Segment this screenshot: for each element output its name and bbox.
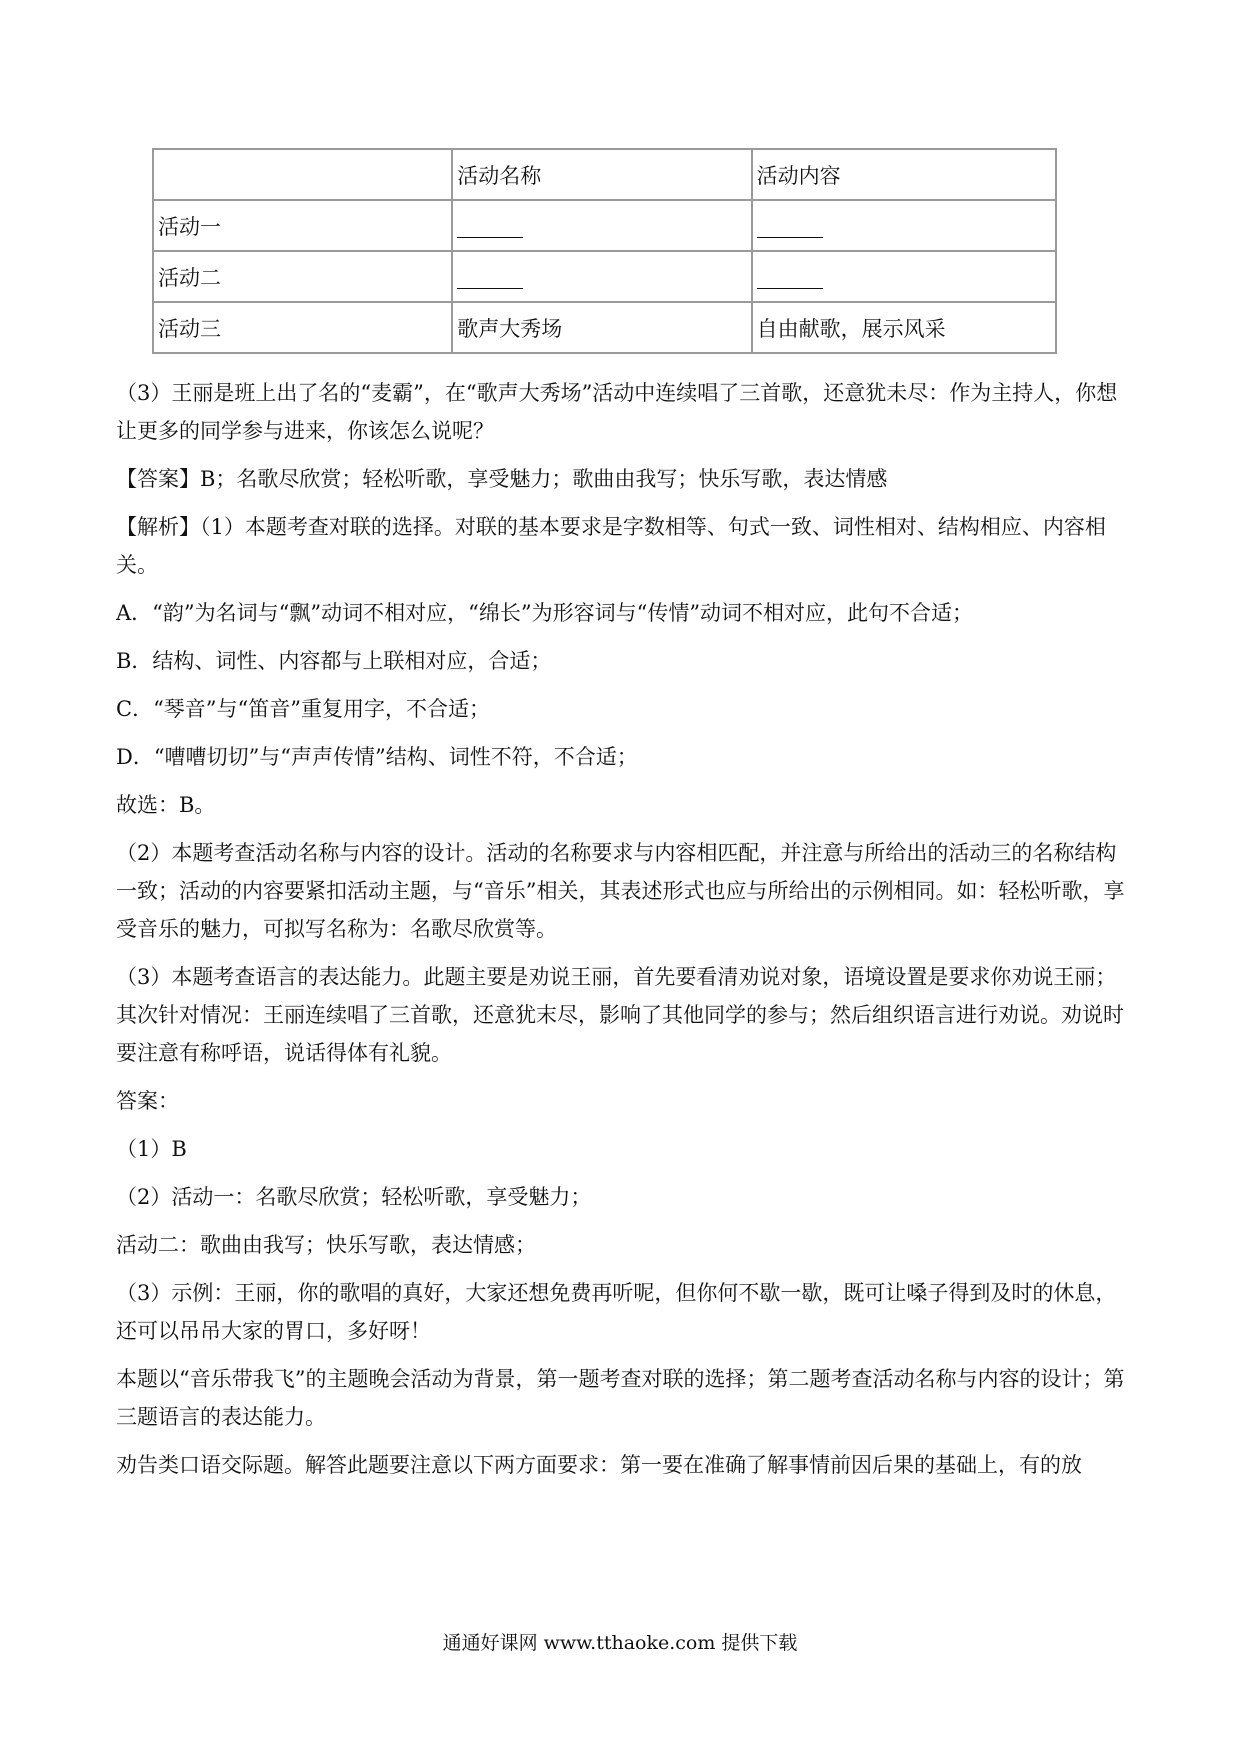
analysis-option-d: D．“嘈嘈切切”与“声声传情”结构、词性不符，不合适； — [116, 745, 638, 769]
answer-line: 【答案】B；名歌尽欣赏；轻松听歌，享受魅力；歌曲由我写；快乐写歌，表达情感 — [116, 467, 888, 491]
table-header-cell: 活动名称 — [452, 149, 751, 200]
table-row — [153, 200, 1056, 251]
fill-blank — [757, 268, 823, 289]
blank-cell — [452, 251, 751, 302]
analysis-paragraph-2: （2）本题考查活动名称与内容的设计。活动的名称要求与内容相匹配，并注意与所给出的活动三的名称结构一致；活动的内容要紧扣活动主题，与“音乐”相关，其表述形式也应与所给出的示例相同。如：轻松听歌，享受音乐的魅力，可拟写名称为：名歌尽欣赏等。 — [116, 841, 1125, 941]
answer-2: （2）活动一：名歌尽欣赏；轻松听歌，享受魅力； — [116, 1185, 592, 1209]
blank-cell — [752, 251, 1056, 302]
fill-blank — [457, 268, 523, 289]
answer-3: （3）示例：王丽，你的歌唱的真好，大家还想免费再听呢，但你何不歇一歇，既可让嗓子得到及时的休息，还可以吊吊大家的胃口，多好呀！ — [116, 1281, 1117, 1343]
activity-content-cell: 自由献歌，展示风采 — [752, 302, 1056, 353]
answer-1: （1）B — [116, 1137, 187, 1161]
activity-name-cell: 歌声大秀场 — [452, 302, 751, 353]
table-header-row — [153, 149, 1056, 200]
blank-cell — [452, 200, 751, 251]
tail-paragraph: 劝告类口语交际题。解答此题要注意以下两方面要求：第一要在准确了解事情前因后果的基础上，有的放 — [116, 1453, 1082, 1477]
table-row — [153, 302, 1056, 353]
answers-heading: 答案： — [116, 1089, 179, 1113]
body-text — [116, 374, 1126, 1484]
analysis-paragraph-1: 【解析】（1）本题考查对联的选择。对联的基本要求是字数相等、句式一致、词性相对、结构相应、内容相关。 — [116, 515, 1106, 577]
summary-paragraph: 本题以“音乐带我飞”的主题晚会活动为背景，第一题考查对联的选择；第二题考查活动名称与内容的设计；第三题语言的表达能力。 — [116, 1367, 1125, 1429]
analysis-option-b: B．结构、词性、内容都与上联相对应，合适； — [116, 649, 552, 673]
table-header-cell — [153, 149, 452, 200]
analysis-paragraph-3: （3）本题考查语言的表达能力。此题主要是劝说王丽，首先要看清劝说对象，语境设置是要求你劝说王丽；其次针对情况：王丽连续唱了三首歌，还意犹末尽，影响了其他同学的参与；然后组织语言进行劝说。劝说时要注意有称呼语，说话得体有礼貌。 — [116, 965, 1124, 1065]
row-label: 活动一 — [153, 200, 452, 251]
row-label: 活动三 — [153, 302, 452, 353]
row-label: 活动二 — [153, 251, 452, 302]
fill-blank — [757, 217, 823, 238]
table-row — [153, 251, 1056, 302]
blank-cell — [752, 200, 1056, 251]
analysis-option-a: A．“韵”为名词与“飘”动词不相对应，“绵长”为形容词与“传情”动词不相对应，此句不合适； — [116, 601, 974, 625]
analysis-choice: 故选：B。 — [116, 793, 216, 817]
table-header-cell: 活动内容 — [752, 149, 1056, 200]
fill-blank — [457, 217, 523, 238]
activity-table — [152, 148, 1057, 354]
analysis-option-c: C．“琴音”与“笛音”重复用字，不合适； — [116, 697, 491, 721]
answer-2b: 活动二：歌曲由我写；快乐写歌，表达情感； — [116, 1233, 536, 1257]
page-footer: 通通好课网 www.tthaoke.com 提供下载 — [442, 1632, 798, 1654]
question-3: （3）王丽是班上出了名的“麦霸”，在“歌声大秀场”活动中连续唱了三首歌，还意犹未尽：作为主持人，你想让更多的同学参与进来，你该怎么说呢？ — [116, 381, 1118, 443]
